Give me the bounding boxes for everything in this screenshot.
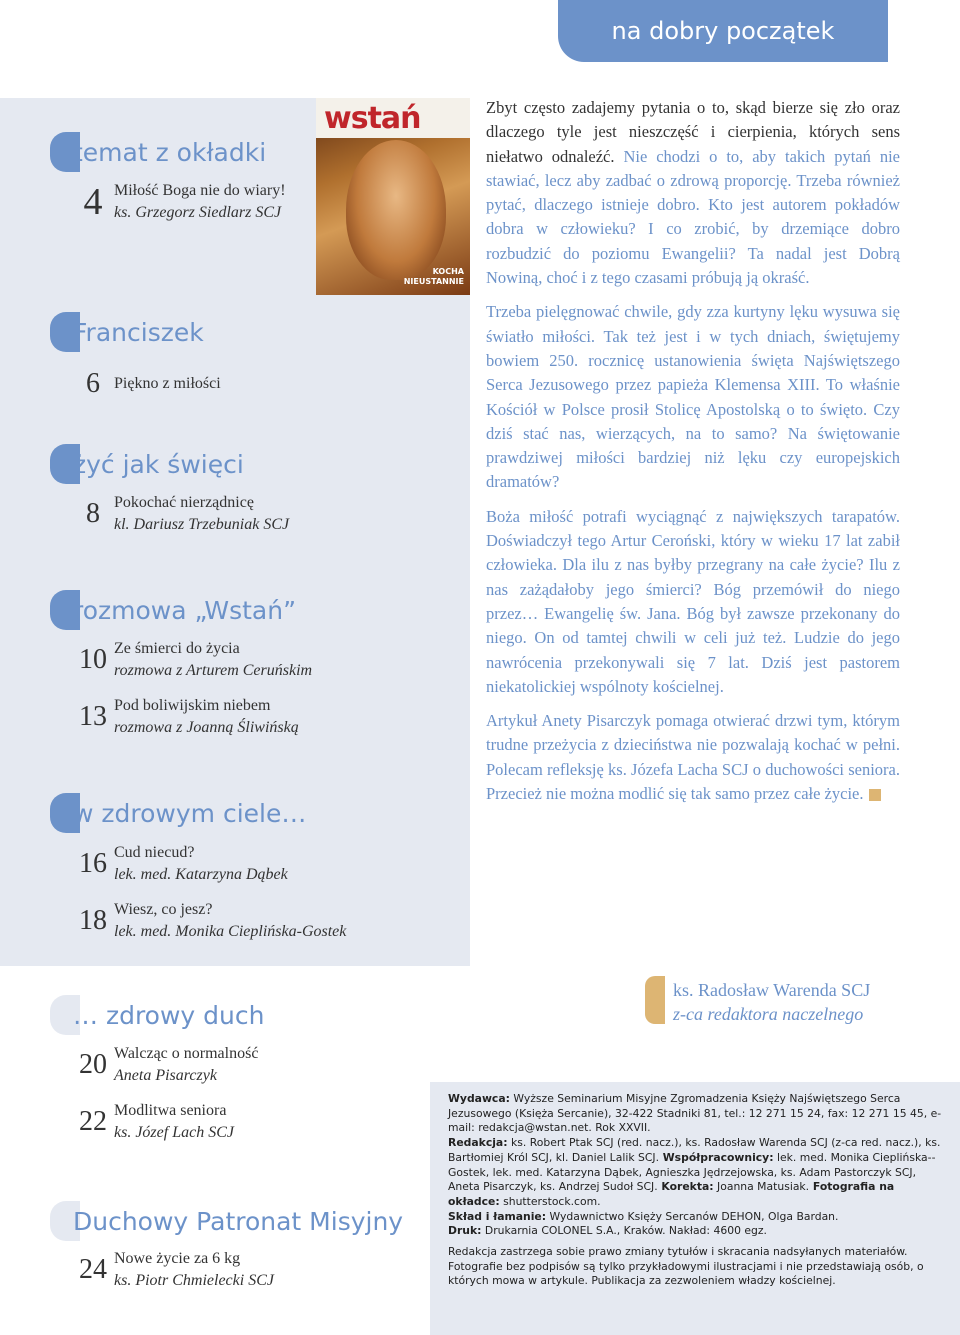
cover-tagline: KOCHA NIEUSTANNIE: [403, 267, 464, 286]
toc-section-title: Franciszek: [73, 318, 204, 347]
toc-page-number: 13: [79, 701, 107, 732]
toc-entry-title: Pod boliwijskim niebem: [114, 697, 271, 714]
signature-name: ks. Radosław Warenda SCJ: [673, 980, 871, 1000]
toc-entry-author: lek. med. Katarzyna Dąbek: [114, 866, 288, 883]
toc-entry-title: Modlitwa seniora: [114, 1102, 227, 1119]
editorial-text: [486, 96, 900, 816]
cover-thumbnail[interactable]: [316, 98, 470, 295]
toc-entry[interactable]: [72, 180, 286, 224]
toc-page-number: 10: [79, 644, 107, 675]
toc-entry-author: ks. Piotr Chmielecki SCJ: [114, 1272, 274, 1289]
toc-page-number: 24: [79, 1254, 107, 1285]
toc-page-number: 18: [79, 905, 107, 936]
imprint-note: Redakcja zastrzega sobie prawo zmiany tytułów i skracania nadsyłanych materiałów. Fotografie bez podpisów są tylko przykładowymi ilustracjami i nie przedstawiają osób, o których mowa w artykule. Publikacja za zezwoleniem władzy kościelnej.: [448, 1245, 924, 1288]
toc-entry[interactable]: [72, 638, 312, 682]
toc-section-title: rozmowa „Wstań”: [73, 596, 297, 625]
toc-entry-title: Nowe życie za 6 kg: [114, 1250, 241, 1267]
toc-entry-title: Piękno z miłości: [114, 375, 221, 392]
toc-entry[interactable]: [72, 1043, 258, 1087]
toc-entry-author: kl. Dariusz Trzebuniak SCJ: [114, 516, 290, 533]
toc-entry[interactable]: [72, 1248, 274, 1292]
toc-entry-author: rozmowa z Joanną Śliwińską: [114, 719, 299, 736]
end-mark: [869, 789, 881, 801]
imprint-box: [430, 1082, 960, 1335]
toc-entry-author: lek. med. Monika Cieplińska-Gostek: [114, 923, 347, 940]
toc-entry-title: Cud niecud?: [114, 844, 195, 861]
toc-entry-title: Wiesz, co jesz?: [114, 901, 213, 918]
toc-page-number: 6: [86, 368, 100, 399]
editorial-paragraph: Zbyt często zadajemy pytania o to, skąd bierze się zło oraz dlaczego tyle jest nieszczęść i cierpienia, których sens niełatwo odnaleźć. Nie chodzi o to, aby takich pytań nie stawiać, lecz aby zadbać o zdrową proporcję. Trzeba również pytać, dlaczego istnieje dobro. Kto jest autorem pokładów dobra w człowieku? I co zrobić, by drzemiące dobro rozbudzić do poziomu Ewangelii? Ta nadal jest Dobrą Nowiną, choć i z tego czasami próbują ją okraść.: [486, 98, 900, 288]
toc-page-number: 8: [86, 498, 100, 529]
toc-entry[interactable]: [72, 842, 288, 886]
toc-entry[interactable]: [72, 1100, 234, 1144]
editorial-paragraph: Trzeba pielęgnować chwile, gdy zza kurtyny lęku wysuwa się światło miłości. Tak też jest i w tych dniach, świętujemy bowiem 250. rocznicę ustanowienia święta Najświętszego Serca Jezusowego przez papieża Klemensa XIII. To właśnie Kościół w Polsce prosił Stolicę Apostolską o to święto. Czy dziś stać nas, wierzących, na to samo? Na świętowanie prawdziwej miłości bardziej niż lęku czy europejskich dramatów?: [486, 302, 900, 492]
editorial-paragraph: Boża miłość potrafi wyciągnąć z największych tarapatów. Doświadczył tego Artur Ceroński, który w wieku 17 lat zabił człowieka. Dla ilu z nas byłby przegrany na całe życie? Ilu z nas zażądałoby jego śmierci? Bóg przemówił do niego przez… Ewangelię św. Jana. Bóg był zawsze przekonany do niego. On od tamtej chwili w celi już też. Ludzie do jego nawrócenia przekonywali się 7 lat. Dziś jest pastorem niekatolickiej wspólnoty kościelnej.: [486, 506, 900, 696]
toc-section-title: temat z okładki: [73, 138, 267, 167]
toc-entry-author: rozmowa z Arturem Ceruńskim: [114, 662, 313, 679]
signature-accent: [645, 976, 665, 1024]
toc-entry-title: Pokochać nierządnicę: [114, 494, 254, 511]
toc-page-number: 22: [79, 1106, 107, 1137]
signature: [673, 978, 870, 1026]
imprint-publisher: Wydawca: Wyższe Seminarium Misyjne Zgromadzenia Księży Najświętszego Serca Jezusowego (Księża Sercanie), 32-422 Stadniki 81, tel.: 12 271 15 24, fax: 12 271 15 45, e-mail: redakcja@wstan.net. Rok XXVII. Redakcja: ks. Robert Ptak SCJ (red. nacz.), ks. Radosław Warenda SCJ (z-ca red. nacz.), ks. Bartłomiej Król SCJ, kl. Daniel Lalik SCJ. Współpracownicy: lek. med. Monika Cieplińska--Gostek, lek. med. Katarzyna Dąbek, Agnieszka Jędrzejowska, ks. Adam Pastorczyk SCJ, Aneta Pisarczyk, ks. Andrzej Sudoł SCJ. Korekta: Joanna Matusiak. Fotografia na okładce: shutterstock.com. Skład i łamanie: Wydawnictwo Księży Sercanów DEHON, Olga Bardan. Druk: Drukarnia COLONEL S.A., Kraków. Nakład: 4600 egz.: [448, 1092, 942, 1238]
toc-section-title: Duchowy Patronat Misyjny: [73, 1207, 404, 1236]
toc-page-number: 4: [83, 181, 103, 223]
toc-entry-author: ks. Grzegorz Siedlarz SCJ: [114, 204, 282, 221]
toc-entry[interactable]: [72, 695, 299, 739]
section-header-title: na dobry początek: [611, 17, 835, 45]
editorial-paragraph: Artykuł Anety Pisarczyk pomaga otwierać drzwi tym, którym trudne przeżycia z dzieciństwa nie pozwalają kochać w pełni. Polecam refleksję ks. Józefa Lacha SCJ o duchowości seniora. Przecież nie można modlić się tak samo przez całe życie.: [486, 711, 900, 804]
toc-entry[interactable]: [72, 899, 346, 943]
toc-section-title: żyć jak święci: [73, 450, 244, 479]
cover-portrait: [346, 140, 446, 280]
section-header: [558, 0, 888, 62]
toc-entry[interactable]: [72, 492, 289, 536]
toc-page-number: 20: [79, 1049, 107, 1080]
toc-section-title: w zdrowym ciele…: [73, 799, 307, 828]
toc-entry-author: ks. Józef Lach SCJ: [114, 1124, 234, 1141]
toc-entry-title: Miłość Boga nie do wiary!: [114, 182, 286, 199]
toc-entry-author: Aneta Pisarczyk: [114, 1067, 217, 1084]
toc-entry-title: Ze śmierci do życia: [114, 640, 240, 657]
toc-entry-title: Walcząc o normalność: [114, 1045, 259, 1062]
signature-role: z-ca redaktora naczelnego: [673, 1004, 864, 1024]
cover-masthead: wstań: [316, 98, 470, 138]
toc-page-number: 16: [79, 848, 107, 879]
toc-section-title: … zdrowy duch: [73, 1001, 265, 1030]
toc-entry[interactable]: [72, 368, 221, 400]
